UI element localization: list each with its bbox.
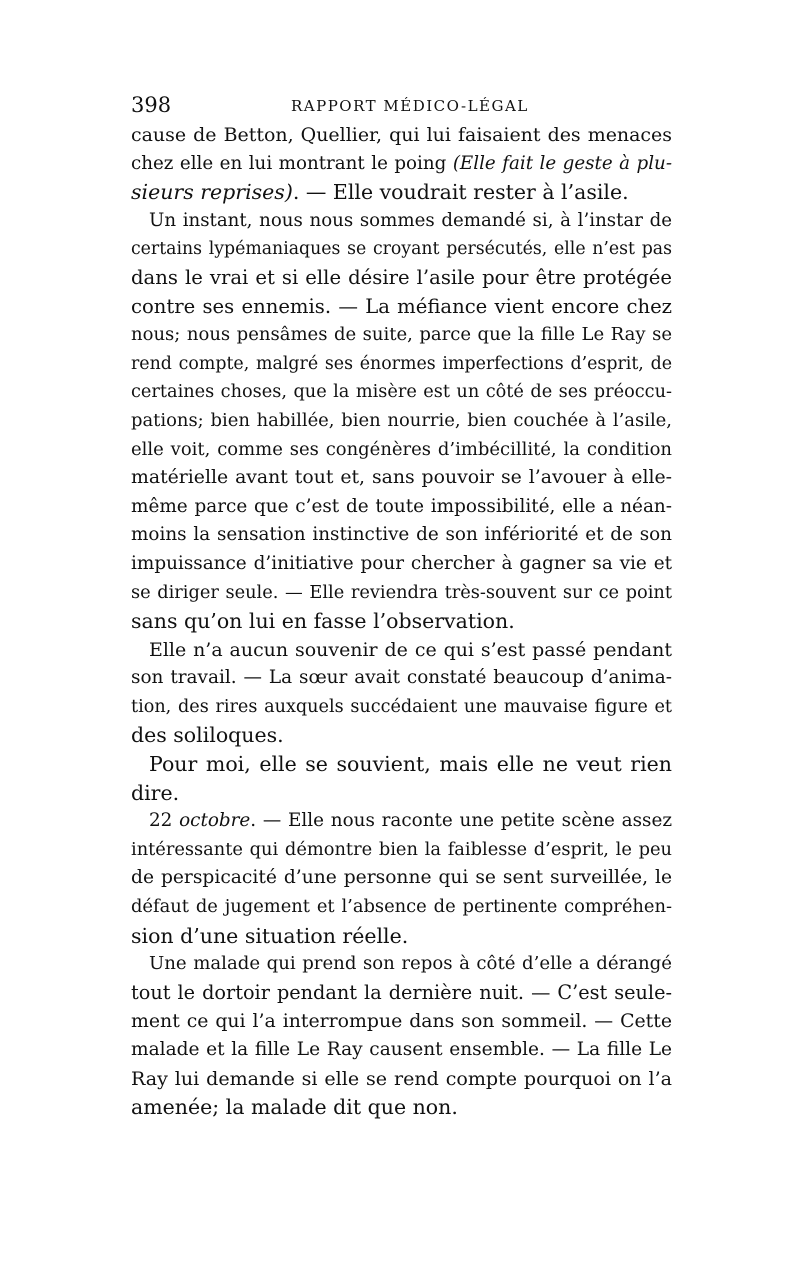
text-run: sion d’une situation réelle.	[131, 923, 409, 948]
text-line	[131, 893, 672, 922]
text-run: pations; bien habillée, bien nourrie, bien couchée à l’asile,	[131, 409, 672, 431]
text-line	[131, 207, 672, 236]
text-run: dans le vrai et si elle désire l’asile pour être protégée	[131, 265, 672, 289]
text-line	[131, 579, 672, 608]
text-line	[131, 521, 672, 550]
text-line	[131, 150, 672, 179]
text-run: 22	[149, 810, 180, 832]
text-run: cause de Betton, Quellier, qui lui faisaient des menaces	[131, 124, 672, 146]
text-run: Ray lui demande si elle se rend compte pourquoi on l’a	[131, 1067, 672, 1090]
paragraph	[131, 950, 672, 1122]
text-line	[131, 264, 672, 293]
paragraph	[131, 807, 672, 950]
text-run: nous; nous pensâmes de suite, parce que la fille Le Ray se	[131, 324, 672, 346]
text-run: rend compte, malgré ses énormes imperfections d’esprit, de	[131, 353, 672, 374]
text-run: certains lypémaniaques se croyant persécutés, elle n’est pas	[131, 239, 672, 260]
text-line	[131, 493, 672, 522]
running-title: RAPPORT MÉDICO-LÉGAL	[291, 97, 529, 115]
paragraph	[131, 207, 672, 636]
text-run: elle voit, comme ses congénères d’imbécillité, la condition	[131, 438, 672, 460]
text-line	[131, 436, 672, 465]
text-line	[131, 464, 672, 493]
text-line	[131, 636, 672, 665]
text-run: Elle n’a aucun souvenir de ce qui s’est passé pendant	[149, 638, 672, 661]
paragraph	[131, 636, 672, 750]
text-run: de perspicacité d’une personne qui se sent surveillée, le	[131, 867, 672, 889]
text-line	[131, 293, 672, 322]
text-run: des soliloques.	[131, 723, 284, 748]
text-run: moins la sensation instinctive de son infériorité et de son	[131, 524, 672, 546]
text-line	[131, 321, 672, 350]
italic-text: sieurs reprises)	[131, 180, 293, 205]
text-line	[131, 836, 672, 865]
text-line	[131, 750, 672, 779]
italic-text: octobre	[179, 810, 251, 832]
text-run: . — Elle nous raconte une petite scène assez	[250, 810, 672, 832]
text-run: se diriger seule. — Elle reviendra très-souvent sur ce point	[131, 581, 672, 603]
text-line	[131, 664, 672, 693]
text-run: Pour moi, elle se souvient, mais elle ne veut rien	[149, 752, 672, 777]
text-run: contre ses ennemis. — La méfiance vient encore chez	[131, 294, 672, 318]
text-line	[131, 607, 672, 636]
text-run: même parce que c’est de toute impossibilité, elle a néan-	[131, 495, 672, 517]
page-number: 398	[131, 93, 172, 117]
text-line	[131, 864, 672, 893]
text-run: impuissance d’initiative pour chercher à gagner sa vie et	[131, 552, 672, 574]
text-line	[131, 950, 672, 979]
body-text	[131, 121, 672, 1122]
text-line	[131, 1036, 672, 1065]
text-line	[131, 350, 672, 379]
text-run: chez elle en lui montrant le poing	[131, 152, 453, 174]
text-run: sans qu’on lui en fasse l’observation.	[131, 609, 515, 634]
text-line	[131, 779, 672, 808]
text-line	[131, 1065, 672, 1094]
text-run: intéressante qui démontre bien la faiblesse d’esprit, le peu	[131, 838, 672, 860]
text-line	[131, 807, 672, 836]
text-line	[131, 378, 672, 407]
text-line	[131, 178, 672, 207]
text-line	[131, 979, 672, 1008]
text-run: malade et la fille Le Ray causent ensemble. — La fille Le	[131, 1039, 672, 1060]
paragraph	[131, 750, 672, 807]
italic-text: (Elle fait le geste à plu-	[452, 152, 672, 174]
text-run: Un instant, nous nous sommes demandé si, à l’instar de	[149, 209, 672, 231]
text-run: tout le dortoir pendant la dernière nuit. — C’est seule-	[131, 980, 672, 1004]
text-run: Une malade qui prend son repos à côté d’elle a dérangé	[149, 953, 672, 975]
text-run: amenée; la malade dit que non.	[131, 1095, 458, 1120]
text-run: certaines choses, que la misère est un côté de ses préoccu-	[131, 382, 672, 403]
text-line	[131, 235, 672, 264]
text-run: tion, des rires auxquels succédaient une mauvaise figure et	[131, 696, 672, 717]
text-line	[131, 407, 672, 436]
text-line	[131, 1093, 672, 1122]
text-line	[131, 922, 672, 951]
text-line	[131, 693, 672, 722]
text-run: défaut de jugement et l’absence de pertinente compréhen-	[131, 896, 672, 918]
text-run: matérielle avant tout et, sans pouvoir se l’avouer à elle-	[131, 467, 672, 489]
text-line	[131, 550, 672, 579]
text-line	[131, 721, 672, 750]
text-run: . — Elle voudrait rester à l’asile.	[292, 180, 629, 205]
text-run: son travail. — La sœur avait constaté beaucoup d’anima-	[131, 667, 672, 689]
running-head	[131, 90, 671, 120]
text-line	[131, 1007, 672, 1036]
text-run: ment ce qui l’a interrompue dans son sommeil. — Cette	[131, 1010, 672, 1033]
paragraph	[131, 121, 672, 207]
text-line	[131, 121, 672, 150]
text-run: dire.	[131, 780, 180, 805]
